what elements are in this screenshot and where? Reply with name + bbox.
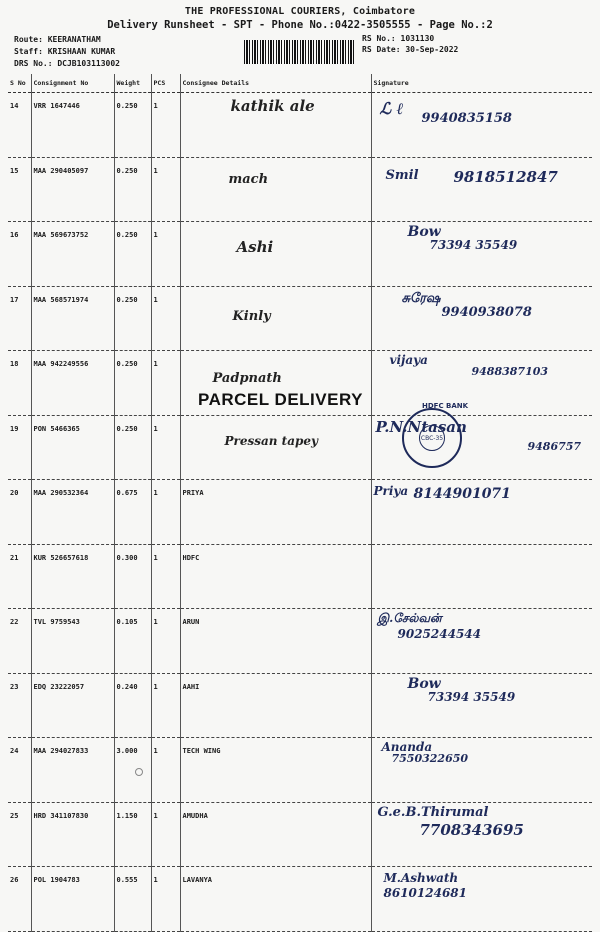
route-label: Route: KEERANATHAM	[14, 35, 101, 44]
signature-phone: 9940835158	[421, 111, 512, 126]
pcs: 1	[151, 351, 180, 416]
signature-phone: 73394 35549	[427, 689, 516, 704]
company-title: THE PROFESSIONAL COURIERS, Coimbatore	[184, 6, 416, 17]
barcode	[244, 40, 356, 64]
handwritten-name: Ashi	[236, 238, 274, 256]
consignment-no: MAA 569673752	[31, 222, 114, 287]
signature-phone: 8144901071	[413, 486, 511, 502]
consignment-no: MAA 290405097	[31, 157, 114, 222]
weight: 0.240	[114, 673, 151, 738]
pcs: 1	[151, 609, 180, 674]
pcs: 1	[151, 222, 180, 287]
consignment-no: HRD 341107830	[31, 802, 114, 867]
signature-cell	[371, 544, 592, 609]
table-row	[8, 609, 592, 674]
pcs: 1	[151, 867, 180, 932]
pcs: 1	[151, 673, 180, 738]
sno: 17	[8, 286, 31, 351]
handwritten-name: kathik ale	[230, 97, 315, 115]
col-pcs: PCS	[151, 74, 180, 93]
col-consignment: Consignment No	[31, 74, 114, 93]
consignee-details	[180, 157, 371, 222]
consignee-details	[180, 222, 371, 287]
table-row	[8, 867, 592, 932]
runsheet-title: Delivery Runsheet - SPT - Phone No.:0422-3505555 - Page No.:2	[107, 19, 493, 31]
weight: 0.250	[114, 222, 151, 287]
col-sno: S No	[8, 74, 31, 93]
table-row	[8, 222, 592, 287]
rs-date: RS Date: 30-Sep-2022	[362, 45, 459, 54]
table-row	[8, 544, 592, 609]
pcs: 1	[151, 415, 180, 480]
consignment-no: MAA 294027833	[31, 738, 114, 803]
handwritten-name: Kinly	[232, 308, 271, 324]
handwritten-name: mach	[228, 171, 269, 187]
signature-cell: Smil 9818512847	[371, 157, 592, 222]
signature-name-phone: M.Ashwath 8610124681	[383, 871, 467, 900]
signature-cell: G.e.B.Thirumal 7708343695	[371, 802, 592, 867]
consignee-details	[180, 286, 371, 351]
parcel-delivery-stamp: PARCEL DELIVERY	[198, 390, 363, 409]
runsheet-table	[8, 74, 592, 932]
table-row	[8, 157, 592, 222]
hdfc-bank-seal	[402, 408, 462, 468]
signature-cell: Bow 73394 35549	[371, 222, 592, 287]
consignee-name: AAHI	[180, 673, 371, 738]
consignee-details	[180, 93, 371, 158]
table-row	[8, 480, 592, 545]
consignee-name: LAVANYA	[180, 867, 371, 932]
signature-cell: Priya 8144901071	[371, 480, 592, 545]
signature-phone: 7708343695	[419, 820, 524, 839]
weight: 0.675	[114, 480, 151, 545]
handwritten-name: Pressan tapey	[224, 433, 318, 448]
sno: 23	[8, 673, 31, 738]
page-mark	[135, 768, 143, 776]
pcs: 1	[151, 738, 180, 803]
table-row	[8, 673, 592, 738]
drs-label: DRS No.: DCJB103113002	[14, 59, 120, 68]
pcs: 1	[151, 802, 180, 867]
weight: 0.250	[114, 286, 151, 351]
consignee-name: AMUDHA	[180, 802, 371, 867]
consignment-no: MAA 942249556	[31, 351, 114, 416]
consignment-no: MAA 568571974	[31, 286, 114, 351]
handwritten-name: Padpnath	[212, 371, 282, 386]
weight: 0.250	[114, 93, 151, 158]
sno: 21	[8, 544, 31, 609]
table-row	[8, 93, 592, 158]
weight: 0.250	[114, 415, 151, 480]
signature-cell	[371, 867, 592, 932]
sno: 26	[8, 867, 31, 932]
sno: 14	[8, 93, 31, 158]
table-row	[8, 738, 592, 803]
signature-phone: 9818512847	[453, 167, 558, 186]
rs-number: RS No.: 1031130	[362, 34, 435, 43]
table-row	[8, 802, 592, 867]
weight: 0.105	[114, 609, 151, 674]
sno: 24	[8, 738, 31, 803]
sno: 25	[8, 802, 31, 867]
sno: 18	[8, 351, 31, 416]
sno: 22	[8, 609, 31, 674]
table-row	[8, 415, 592, 480]
signature-cell: Ananda 7550322650	[371, 738, 592, 803]
signature-cell: சுரேஷ 9940938078	[371, 286, 592, 351]
sno: 20	[8, 480, 31, 545]
staff-label: Staff: KRISHAAN KUMAR	[14, 47, 116, 56]
col-signature: Signature	[371, 74, 592, 93]
consignment-no: PON 5466365	[31, 415, 114, 480]
weight: 0.300	[114, 544, 151, 609]
consignee-name: TECH WING	[180, 738, 371, 803]
signature-phone: 9486757	[527, 439, 582, 453]
signature-phone: 9940938078	[441, 304, 532, 320]
weight: 1.150	[114, 802, 151, 867]
table-header-row	[8, 74, 592, 93]
consignment-no: MAA 290532364	[31, 480, 114, 545]
pcs: 1	[151, 480, 180, 545]
col-consignee: Consignee Details	[180, 74, 371, 93]
pcs: 1	[151, 157, 180, 222]
weight: 0.555	[114, 867, 151, 932]
pcs: 1	[151, 93, 180, 158]
col-weight: Weight	[114, 74, 151, 93]
consignment-no: EDQ 23222057	[31, 673, 114, 738]
signature-cell: ℒ ℓ 9940835158	[371, 93, 592, 158]
signature-phone: 73394 35549	[429, 238, 518, 252]
signature-cell: vijaya 9488387103	[371, 351, 592, 416]
seal-code: CBC-35	[419, 425, 445, 451]
table-row	[8, 286, 592, 351]
consignee-details	[180, 415, 371, 480]
signature-cell: Bow 73394 35549	[371, 673, 592, 738]
signature-cell: P.N.Ntasan 9486757	[371, 415, 592, 480]
seal-text: HDFC BANK	[422, 402, 469, 410]
sno: 16	[8, 222, 31, 287]
consignment-no: KUR 526657618	[31, 544, 114, 609]
consignment-no: POL 1904783	[31, 867, 114, 932]
consignee-name: ARUN	[180, 609, 371, 674]
consignment-no: VRR 1647446	[31, 93, 114, 158]
weight: 0.250	[114, 157, 151, 222]
weight: 0.250	[114, 351, 151, 416]
sno: 19	[8, 415, 31, 480]
consignment-no: TVL 9759543	[31, 609, 114, 674]
signature-phone: 9488387103	[471, 365, 549, 378]
consignee-name: HDFC	[180, 544, 371, 609]
signature-phone: 7550322650	[391, 752, 469, 765]
consignee-name: PRIYA	[180, 480, 371, 545]
pcs: 1	[151, 544, 180, 609]
pcs: 1	[151, 286, 180, 351]
signature-cell: இ.சேல்வன் 9025244544	[371, 609, 592, 674]
signature-phone: 9025244544	[397, 627, 481, 641]
sno: 15	[8, 157, 31, 222]
weight: 3.000	[114, 738, 151, 803]
